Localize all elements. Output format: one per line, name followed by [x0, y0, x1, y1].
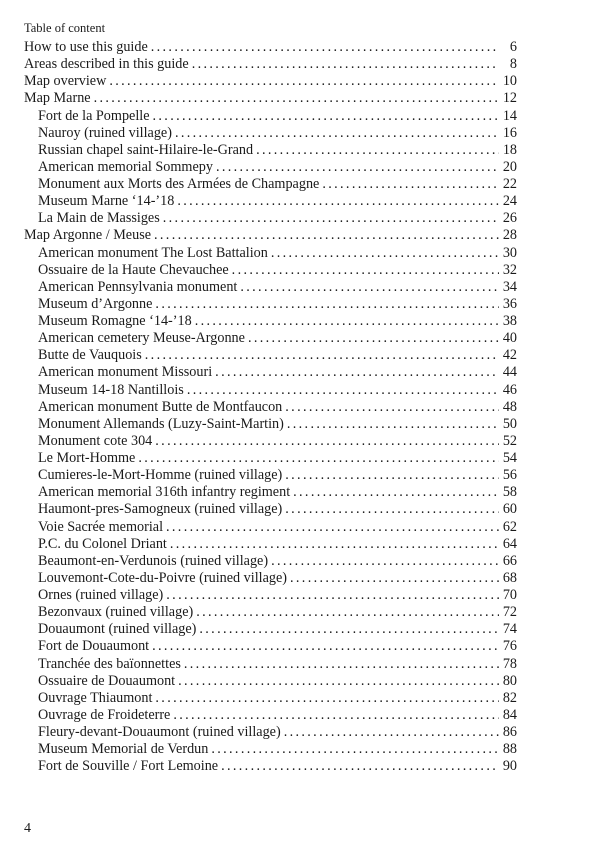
- toc-entry-label: Bezonvaux (ruined village): [38, 604, 194, 621]
- toc-entry-page: 6: [509, 39, 517, 55]
- toc-entry-page: 60: [502, 501, 517, 518]
- toc-entry-label: Museum Romagne ‘14-’18: [38, 313, 192, 329]
- toc-entry-page: 38: [502, 313, 517, 329]
- toc-entry-label: Douaumont (ruined village): [38, 621, 197, 638]
- toc-entry-page: 40: [502, 330, 517, 347]
- toc-entry-label: Museum 14-18 Nantillois: [38, 381, 184, 398]
- toc-entry[interactable]: [24, 673, 517, 690]
- dot-leader: [195, 313, 499, 330]
- toc-entry[interactable]: [24, 296, 517, 313]
- toc-entry-page: 70: [502, 587, 517, 603]
- toc-entry[interactable]: [24, 73, 517, 90]
- toc-entry[interactable]: [24, 142, 517, 159]
- dot-leader: [138, 450, 498, 467]
- toc-entry[interactable]: [24, 108, 517, 125]
- toc-entry-label: Louvemont-Cote-du-Poivre (ruined village): [38, 569, 288, 586]
- toc-entry-page: 22: [502, 176, 517, 192]
- toc-entry-label: La Main de Massiges: [38, 210, 160, 227]
- dot-leader: [256, 142, 499, 159]
- toc-entry-label: American monument Missouri: [38, 364, 213, 381]
- toc-entry-label: Ossuaire de la Haute Chevauchee: [38, 261, 229, 278]
- toc-entry-page: 10: [502, 73, 517, 90]
- toc-entry[interactable]: [24, 604, 517, 621]
- dot-leader: [271, 245, 499, 262]
- toc-entry-label: American monument Butte de Montfaucon: [38, 398, 283, 415]
- toc-entry-label: American monument The Lost Battalion: [38, 244, 268, 261]
- toc-entry[interactable]: [24, 638, 517, 655]
- toc-entry-label: Museum Marne ‘14-’18: [38, 193, 175, 210]
- toc-entry[interactable]: [24, 536, 517, 553]
- toc-entry-label: Monument Allemands (Luzy-Saint-Martin): [38, 415, 284, 432]
- toc-entry-page: 66: [502, 552, 517, 569]
- toc-entry-page: 72: [502, 604, 517, 621]
- dot-leader: [166, 587, 499, 604]
- toc-entry[interactable]: [24, 159, 517, 176]
- toc-entry-page: 30: [502, 244, 517, 261]
- dot-leader: [177, 193, 498, 210]
- toc-entry-page: 44: [502, 364, 517, 381]
- toc-entry-page: 14: [502, 107, 517, 124]
- toc-entry-label: American memorial Sommepy: [38, 158, 213, 175]
- dot-leader: [175, 125, 499, 142]
- toc-entry[interactable]: [24, 125, 517, 142]
- toc-entry-page: 18: [502, 141, 517, 158]
- toc-entry[interactable]: [24, 741, 517, 758]
- toc-entry-page: 64: [502, 535, 517, 552]
- dot-leader: [290, 570, 499, 587]
- toc-entry[interactable]: [24, 176, 517, 193]
- toc-entry[interactable]: [24, 364, 517, 381]
- dot-leader: [221, 758, 499, 775]
- toc-entry-page: 34: [502, 278, 517, 295]
- toc-entry[interactable]: [24, 416, 517, 433]
- toc-entry-label: Map overview: [24, 73, 107, 90]
- toc-entry-label: Tranchée des baïonnettes: [38, 655, 181, 672]
- dot-leader: [154, 227, 499, 244]
- toc-entry-label: Monument aux Morts des Armées de Champagne: [38, 176, 320, 192]
- toc-entry[interactable]: [24, 56, 517, 73]
- toc-title: Table of content: [24, 21, 106, 35]
- dot-leader: [216, 159, 499, 176]
- dot-leader: [293, 484, 499, 501]
- toc-entry-page: 54: [502, 450, 517, 466]
- toc-entry-label: Map Marne: [24, 90, 91, 107]
- toc-entry[interactable]: [24, 347, 517, 364]
- dot-leader: [151, 39, 499, 56]
- toc-entry-label: Beaumont-en-Verdunois (ruined village): [38, 552, 269, 569]
- toc-entry-label: Ouvrage Thiaumont: [38, 689, 153, 706]
- toc-entry-label: Russian chapel saint-Hilaire-le-Grand: [38, 141, 254, 158]
- toc-entry-label: Le Mort-Homme: [38, 450, 136, 466]
- dot-leader: [152, 638, 499, 655]
- toc-entry-page: 68: [502, 569, 517, 586]
- toc-entry-label: Butte de Vauquois: [38, 347, 142, 364]
- dot-leader: [153, 108, 499, 125]
- toc-entry-page: 78: [502, 655, 517, 672]
- toc-entry[interactable]: [24, 484, 517, 501]
- toc-entry[interactable]: [24, 90, 517, 107]
- dot-leader: [155, 433, 499, 450]
- toc-entry[interactable]: [24, 519, 517, 536]
- toc-entry[interactable]: [24, 758, 517, 775]
- dot-leader: [94, 90, 499, 107]
- toc-entry[interactable]: [24, 433, 517, 450]
- toc-entry-page: 42: [502, 347, 517, 364]
- dot-leader: [285, 399, 499, 416]
- toc-entry-page: 12: [502, 90, 517, 107]
- dot-leader: [322, 176, 498, 193]
- toc-entry-page: 80: [502, 672, 517, 689]
- toc-entry-page: 50: [502, 415, 517, 432]
- toc-entry-page: 88: [502, 741, 517, 758]
- toc-entry-page: 46: [502, 381, 517, 398]
- toc-entry[interactable]: [24, 553, 517, 570]
- toc-entry-label: Fort de Souville / Fort Lemoine: [38, 758, 219, 775]
- toc-entry-label: Museum Memorial de Verdun: [38, 741, 209, 758]
- toc-entry[interactable]: [24, 39, 517, 56]
- toc-entry-page: 74: [502, 621, 517, 638]
- dot-leader: [215, 364, 499, 381]
- toc-entry-page: 52: [502, 432, 517, 449]
- toc-entry[interactable]: [24, 210, 517, 227]
- toc-entry-label: Museum d’Argonne: [38, 295, 153, 312]
- toc-entry-label: Fort de Douaumont: [38, 638, 150, 655]
- dot-leader: [166, 519, 499, 536]
- toc-entry-label: Ouvrage de Froideterre: [38, 706, 171, 723]
- toc-entry-page: 24: [502, 193, 517, 210]
- toc-entry[interactable]: [24, 382, 517, 399]
- toc-entry[interactable]: [24, 450, 517, 467]
- dot-leader: [163, 210, 499, 227]
- toc-entry-label: Fleury-devant-Douaumont (ruined village): [38, 724, 281, 740]
- toc-entry[interactable]: [24, 399, 517, 416]
- page-number: 4: [24, 821, 31, 836]
- toc-entry-label: American memorial 316th infantry regiment: [38, 484, 291, 501]
- toc-entry[interactable]: [24, 570, 517, 587]
- toc-entry-label: Map Argonne / Meuse: [24, 227, 152, 244]
- toc-entry[interactable]: [24, 279, 517, 296]
- toc-entry-label: Nauroy (ruined village): [38, 124, 172, 141]
- toc-entry-page: 86: [502, 724, 517, 740]
- toc-entry-page: 16: [502, 124, 517, 141]
- dot-leader: [284, 724, 499, 741]
- dot-leader: [155, 690, 498, 707]
- dot-leader: [155, 296, 498, 313]
- toc-entry[interactable]: [24, 690, 517, 707]
- toc-entry-label: Ornes (ruined village): [38, 587, 164, 603]
- toc-entry-label: Cumieres-le-Mort-Homme (ruined village): [38, 467, 283, 484]
- toc-entry-label: Voie Sacrée memorial: [38, 518, 164, 535]
- dot-leader: [187, 382, 499, 399]
- dot-leader: [199, 621, 498, 638]
- toc-entry-page: 56: [502, 467, 517, 484]
- dot-leader: [170, 536, 499, 553]
- toc-entry[interactable]: [24, 193, 517, 210]
- toc-entry-label: How to use this guide: [24, 39, 148, 55]
- toc-entry[interactable]: [24, 621, 517, 638]
- toc-entry-label: Haumont-pres-Samogneux (ruined village): [38, 501, 283, 518]
- dot-leader: [184, 656, 499, 673]
- dot-leader: [109, 73, 498, 90]
- toc-entry-label: American cemetery Meuse-Argonne: [38, 330, 245, 347]
- toc-entry[interactable]: [24, 707, 517, 724]
- toc-entry[interactable]: [24, 587, 517, 604]
- dot-leader: [248, 330, 499, 347]
- toc-entry-page: 20: [502, 158, 517, 175]
- toc-entry[interactable]: [24, 245, 517, 262]
- dot-leader: [232, 262, 499, 279]
- dot-leader: [285, 467, 499, 484]
- dot-leader: [192, 56, 499, 73]
- dot-leader: [145, 347, 499, 364]
- toc-entry-label: Ossuaire de Douaumont: [38, 672, 176, 689]
- toc-entry-label: Monument cote 304: [38, 432, 153, 449]
- dot-leader: [285, 501, 499, 518]
- toc-entry-page: 36: [502, 295, 517, 312]
- dot-leader: [271, 553, 499, 570]
- dot-leader: [240, 279, 498, 296]
- toc-entry[interactable]: [24, 656, 517, 673]
- toc-entry[interactable]: [24, 467, 517, 484]
- toc-entry-page: 82: [502, 689, 517, 706]
- table-of-contents: [24, 39, 517, 775]
- dot-leader: [178, 673, 499, 690]
- dot-leader: [173, 707, 498, 724]
- toc-entry-label: P.C. du Colonel Driant: [38, 535, 167, 552]
- toc-entry[interactable]: [24, 262, 517, 279]
- toc-entry-page: 90: [502, 758, 517, 775]
- toc-entry-page: 62: [502, 518, 517, 535]
- toc-entry-label: Fort de la Pompelle: [38, 107, 150, 124]
- dot-leader: [287, 416, 499, 433]
- toc-entry-page: 84: [502, 706, 517, 723]
- toc-entry[interactable]: [24, 724, 517, 741]
- dot-leader: [196, 604, 499, 621]
- toc-entry[interactable]: [24, 330, 517, 347]
- toc-entry[interactable]: [24, 227, 517, 244]
- toc-entry-label: Areas described in this guide: [24, 56, 189, 73]
- toc-entry-page: 26: [502, 210, 517, 227]
- toc-entry-page: 48: [502, 398, 517, 415]
- toc-entry-page: 76: [502, 638, 517, 655]
- toc-entry-page: 8: [509, 56, 517, 73]
- dot-leader: [211, 741, 498, 758]
- toc-entry[interactable]: [24, 501, 517, 518]
- toc-entry-page: 28: [502, 227, 517, 244]
- toc-entry[interactable]: [24, 313, 517, 330]
- toc-entry-page: 32: [502, 261, 517, 278]
- toc-entry-label: American Pennsylvania monument: [38, 278, 238, 295]
- toc-entry-page: 58: [502, 484, 517, 501]
